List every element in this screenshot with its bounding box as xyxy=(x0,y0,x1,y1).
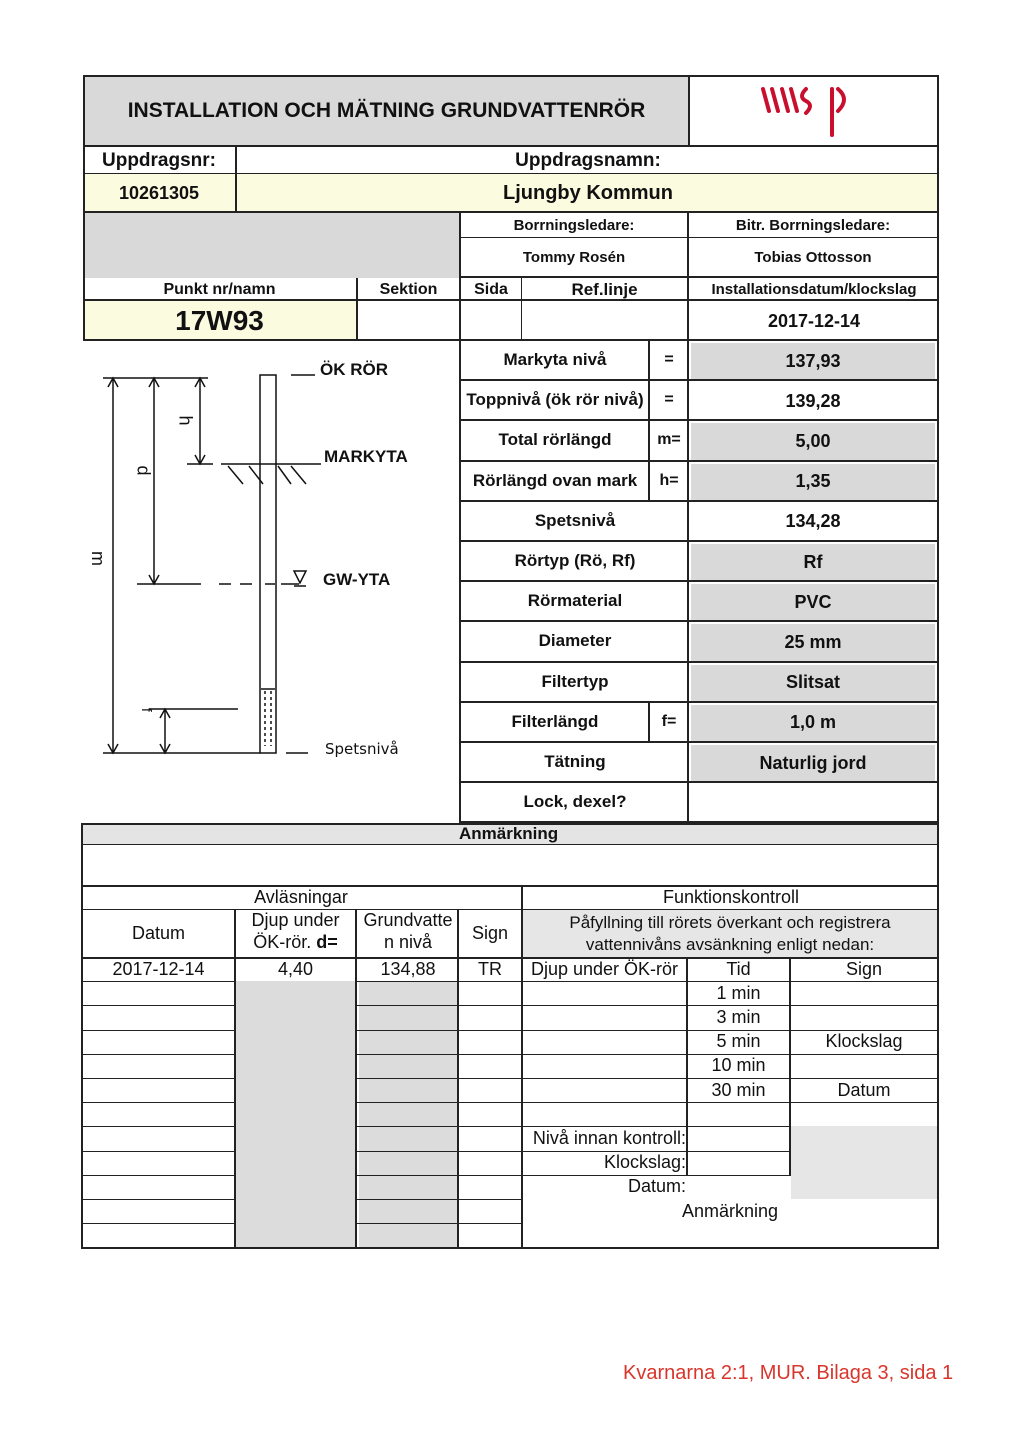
fk-time: 3 min xyxy=(716,1006,761,1027)
reading-sign[interactable] xyxy=(459,1126,521,1150)
fk-djup-cell[interactable] xyxy=(523,1078,686,1102)
param-value[interactable]: 25 mm xyxy=(691,624,935,660)
reading-niva[interactable] xyxy=(359,1152,457,1175)
param-unit: m= xyxy=(657,431,681,449)
fk-djup-cell[interactable] xyxy=(523,1030,686,1054)
form-title: INSTALLATION OCH MÄTNING GRUNDVATTENRÖR xyxy=(127,99,646,122)
param-divider xyxy=(687,582,689,622)
avlasningar-label: Avläsningar xyxy=(254,886,348,907)
reading-sign[interactable] xyxy=(459,981,521,1005)
uppdragsnr-value[interactable]: 10261305 xyxy=(118,183,200,203)
remark-value[interactable] xyxy=(81,845,939,885)
readings-vline xyxy=(355,909,357,1249)
bitr-borrningsledare-value[interactable]: Tobias Ottosson xyxy=(754,248,872,266)
reading-datum[interactable] xyxy=(83,1199,234,1223)
param-unit: f= xyxy=(661,712,677,730)
fk-datum-value[interactable] xyxy=(688,1175,789,1199)
reading-niva[interactable] xyxy=(359,1031,457,1054)
remark-label: Anmärkning xyxy=(459,824,559,843)
param-value[interactable]: 1,35 xyxy=(691,464,935,500)
param-label: Spetsnivå xyxy=(534,510,616,530)
djup-header-line1: Djup under xyxy=(251,910,340,930)
fk-time: 5 min xyxy=(716,1031,761,1052)
reading-datum[interactable]: 2017-12-14 xyxy=(112,958,205,979)
well-diagram xyxy=(83,341,459,823)
reading-datum[interactable] xyxy=(83,1151,234,1175)
drilling-gray-area xyxy=(83,213,461,278)
param-label: Rörlängd ovan mark xyxy=(472,470,638,490)
reading-sign[interactable] xyxy=(459,1078,521,1102)
fk-djup-cell[interactable] xyxy=(523,1054,686,1078)
grundvatten-header-line1: Grundvatte xyxy=(363,910,453,930)
reflinje-label: Ref.linje xyxy=(571,279,638,299)
installationsdatum-value[interactable]: 2017-12-14 xyxy=(767,310,861,331)
grundvatten-header xyxy=(359,909,457,957)
punkt-value[interactable]: 17W93 xyxy=(175,305,264,336)
param-unit: = xyxy=(664,391,674,409)
param-divider xyxy=(687,462,689,502)
dim-d-label: d xyxy=(133,465,154,476)
reading-djup[interactable] xyxy=(236,981,355,1005)
djup-header-line2 xyxy=(236,931,355,953)
reading-djup[interactable] xyxy=(236,1151,355,1175)
param-divider xyxy=(687,663,689,703)
grundvatten-header-line2: n nivå xyxy=(383,932,433,952)
reading-sign[interactable] xyxy=(459,1030,521,1054)
param-label: Toppnivå (ök rör nivå) xyxy=(466,390,644,410)
footer-text: Kvarnarna 2:1, MUR. Bilaga 3, sida 1 xyxy=(623,1362,954,1384)
sign-header: Sign xyxy=(471,922,509,943)
sektion-label: Sektion xyxy=(379,280,438,298)
reading-niva[interactable] xyxy=(359,1127,457,1150)
reading-djup[interactable] xyxy=(236,1126,355,1150)
ok-ror-label: ÖK RÖR xyxy=(320,360,388,379)
reading-djup[interactable] xyxy=(236,1102,355,1126)
param-label: Rörtyp (Rö, Rf) xyxy=(514,551,636,571)
dim-h-label: h xyxy=(175,415,196,426)
fk-instruction-line2: vattennivåns avsänkning enligt nedan: xyxy=(585,935,875,954)
param-divider xyxy=(687,542,689,582)
fk-col-tid: Tid xyxy=(726,958,751,979)
fk-klockslag-value[interactable] xyxy=(688,1151,789,1175)
fk-sign-klockslag: Klockslag xyxy=(825,1031,903,1052)
param-value[interactable] xyxy=(691,785,935,821)
param-label: Tätning xyxy=(544,752,606,772)
fk-title: Funktionskontroll xyxy=(662,886,800,907)
fk-niva-value[interactable] xyxy=(688,1126,789,1150)
reading-datum[interactable] xyxy=(83,1126,234,1150)
fk-row-line xyxy=(521,1102,939,1103)
params-table xyxy=(459,341,939,823)
reading-niva[interactable] xyxy=(359,1055,457,1078)
borrningsledare-label: Borrningsledare: xyxy=(513,216,635,234)
param-value[interactable]: PVC xyxy=(691,584,935,620)
djup-header-d: d= xyxy=(316,932,338,952)
reading-datum[interactable] xyxy=(83,1175,234,1199)
param-unit: = xyxy=(664,351,674,369)
punkt-label: Punkt nr/namn xyxy=(163,280,276,298)
reading-datum[interactable] xyxy=(83,1078,234,1102)
reading-niva[interactable] xyxy=(359,1224,457,1247)
param-label: Filterlängd xyxy=(511,711,599,731)
uppdragsnr-label: Uppdragsnr: xyxy=(102,149,216,171)
reading-sign[interactable] xyxy=(459,1102,521,1126)
reading-datum[interactable] xyxy=(83,1054,234,1078)
reading-datum[interactable] xyxy=(83,1030,234,1054)
reading-niva[interactable] xyxy=(359,1006,457,1029)
reading-djup[interactable] xyxy=(236,1223,355,1247)
param-value[interactable]: 5,00 xyxy=(691,423,935,459)
fk-datum-label: Datum: xyxy=(627,1176,686,1197)
readings-section xyxy=(81,885,939,1249)
param-label: Rörmaterial xyxy=(527,591,623,611)
reading-datum[interactable] xyxy=(83,1005,234,1029)
reading-datum[interactable] xyxy=(83,1102,234,1126)
fk-time: 1 min xyxy=(716,982,761,1003)
param-label: Diameter xyxy=(538,631,612,651)
param-divider xyxy=(687,341,689,381)
param-value[interactable]: Naturlig jord xyxy=(691,745,935,781)
reading-djup[interactable] xyxy=(236,1175,355,1199)
fk-niva-label: Nivå innan kontroll: xyxy=(532,1127,686,1148)
param-divider xyxy=(687,743,689,783)
readings-row-line xyxy=(81,1247,521,1248)
fk-djup-cell[interactable] xyxy=(523,981,686,1005)
fk-klockslag-label: Klockslag: xyxy=(603,1152,686,1173)
fk-djup-cell[interactable] xyxy=(523,1005,686,1029)
installationsdatum-label: Installationsdatum/klockslag xyxy=(711,281,917,298)
reading-niva[interactable] xyxy=(359,1200,457,1223)
reading-sign[interactable] xyxy=(459,1223,521,1247)
reading-sign[interactable] xyxy=(459,1054,521,1078)
reading-sign[interactable] xyxy=(459,1199,521,1223)
gw-yta-label: GW-YTA xyxy=(323,570,391,589)
dim-f-label: f xyxy=(138,708,155,712)
reading-sign[interactable]: TR xyxy=(478,958,502,979)
reading-sign[interactable] xyxy=(459,1175,521,1199)
reading-djup[interactable] xyxy=(236,1005,355,1029)
djup-header xyxy=(236,909,355,957)
param-value[interactable]: Slitsat xyxy=(691,665,935,701)
sida-label: Sida xyxy=(474,280,508,298)
param-value[interactable]: 1,0 m xyxy=(691,705,935,741)
fk-remark-label: Anmärkning xyxy=(681,1200,779,1221)
param-divider xyxy=(687,421,689,461)
reading-djup[interactable] xyxy=(236,1030,355,1054)
param-divider xyxy=(687,703,689,743)
reading-sign[interactable] xyxy=(459,1005,521,1029)
reading-sign[interactable] xyxy=(459,1151,521,1175)
param-value[interactable]: 134,28 xyxy=(785,511,841,532)
spetsniva-label: Spetsnivå xyxy=(325,740,399,758)
reading-niva[interactable]: 134,88 xyxy=(380,959,436,980)
fk-sign-datum: Datum xyxy=(837,1079,891,1100)
reading-djup[interactable] xyxy=(236,1199,355,1223)
reading-datum[interactable] xyxy=(83,1223,234,1247)
bitr-borrningsledare-label: Bitr. Borrningsledare: xyxy=(735,216,891,234)
reading-niva[interactable] xyxy=(359,982,457,1005)
reading-djup[interactable]: 4,40 xyxy=(277,958,314,979)
fk-remark-value[interactable] xyxy=(523,1223,937,1247)
fk-time: 10 min xyxy=(711,1055,766,1076)
fk-instruction xyxy=(523,910,937,957)
wsp-logo xyxy=(688,75,939,147)
param-value[interactable]: 137,93 xyxy=(691,343,935,379)
fk-time: 30 min xyxy=(711,1079,766,1100)
uppdragsnamn-label: Uppdragsnamn: xyxy=(515,149,661,171)
reading-niva[interactable] xyxy=(359,1176,457,1199)
sida-value[interactable] xyxy=(461,301,521,341)
sektion-value[interactable] xyxy=(358,301,459,341)
fk-col-sign: Sign xyxy=(845,958,883,979)
markyta-label: MARKYTA xyxy=(324,447,408,466)
fk-sign-gray xyxy=(791,1126,937,1199)
param-value[interactable]: 139,28 xyxy=(785,390,841,411)
datum-header: Datum xyxy=(131,922,185,943)
fk-col-djup: Djup under ÖK-rör xyxy=(530,958,679,979)
param-divider xyxy=(687,783,689,823)
reading-niva[interactable] xyxy=(359,1079,457,1102)
param-label: Lock, dexel? xyxy=(523,792,627,812)
param-unit: h= xyxy=(659,471,679,489)
fk-instruction-line1: Påfyllning till rörets överkant och registrera xyxy=(569,913,891,932)
reading-datum[interactable] xyxy=(83,981,234,1005)
param-divider xyxy=(687,381,689,421)
dim-m-label: m xyxy=(88,551,108,566)
reading-djup[interactable] xyxy=(236,1078,355,1102)
param-divider xyxy=(687,502,689,542)
reflinje-value[interactable] xyxy=(522,301,687,341)
param-label: Filtertyp xyxy=(541,671,609,691)
param-label: Markyta nivå xyxy=(503,350,607,370)
uppdragsnamn-value[interactable]: Ljungby Kommun xyxy=(503,182,673,204)
reading-djup[interactable] xyxy=(236,1054,355,1078)
djup-header-text: ÖK-rör. xyxy=(253,932,317,952)
param-value[interactable]: Rf xyxy=(691,544,935,580)
param-label: Total rörlängd xyxy=(498,430,612,450)
borrningsledare-value[interactable]: Tommy Rosén xyxy=(522,248,626,266)
param-divider xyxy=(687,622,689,662)
reading-niva[interactable] xyxy=(359,1103,457,1126)
